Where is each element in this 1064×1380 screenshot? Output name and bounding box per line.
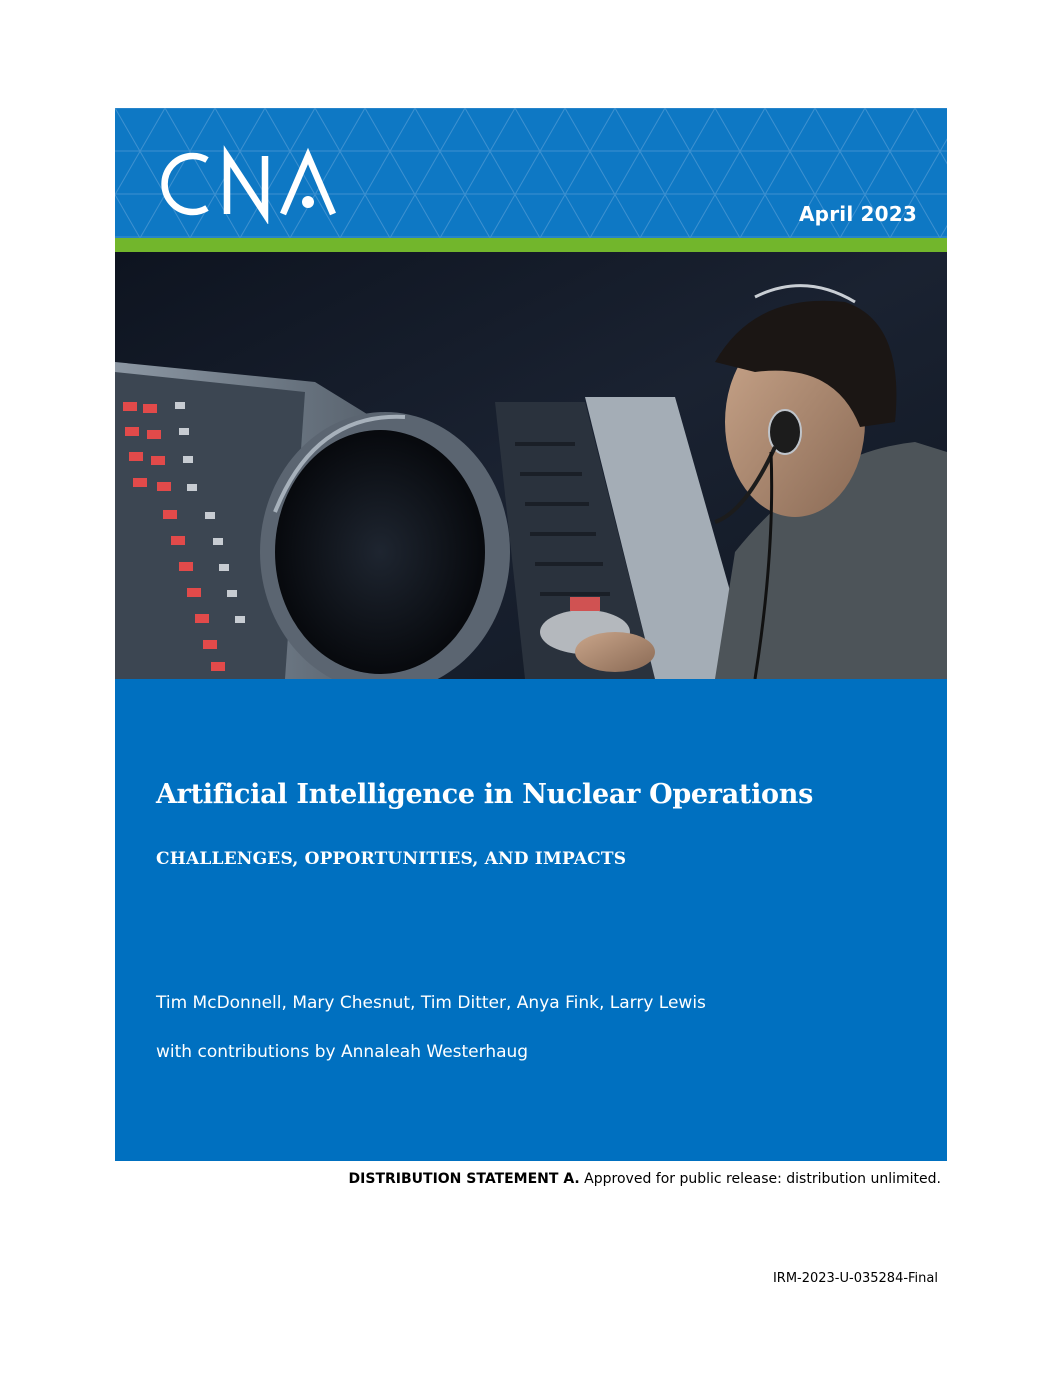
- distribution-statement: [349, 1171, 941, 1187]
- author-list: Tim McDonnell, Mary Chesnut, Tim Ditter, Anya Fink, Larry Lewis: [156, 993, 706, 1013]
- report-title: Artificial Intelligence in Nuclear Operations: [156, 779, 813, 810]
- distribution-text: Approved for public release: distribution unlimited.: [579, 1171, 941, 1187]
- document-id: IRM-2023-U-035284-Final: [772, 1271, 938, 1286]
- accent-stripe: [115, 238, 947, 252]
- report-subtitle: CHALLENGES, OPPORTUNITIES, AND IMPACTS: [156, 849, 627, 869]
- cna-logo: [155, 144, 345, 224]
- cover-text-panel: [115, 679, 947, 1161]
- cover-header-band: [115, 108, 947, 238]
- distribution-label: DISTRIBUTION STATEMENT A.: [348, 1171, 580, 1187]
- contributors-line: with contributions by Annaleah Westerhaug: [156, 1042, 529, 1062]
- radar-operator-photo: [115, 252, 947, 679]
- publication-date: April 2023: [799, 202, 917, 226]
